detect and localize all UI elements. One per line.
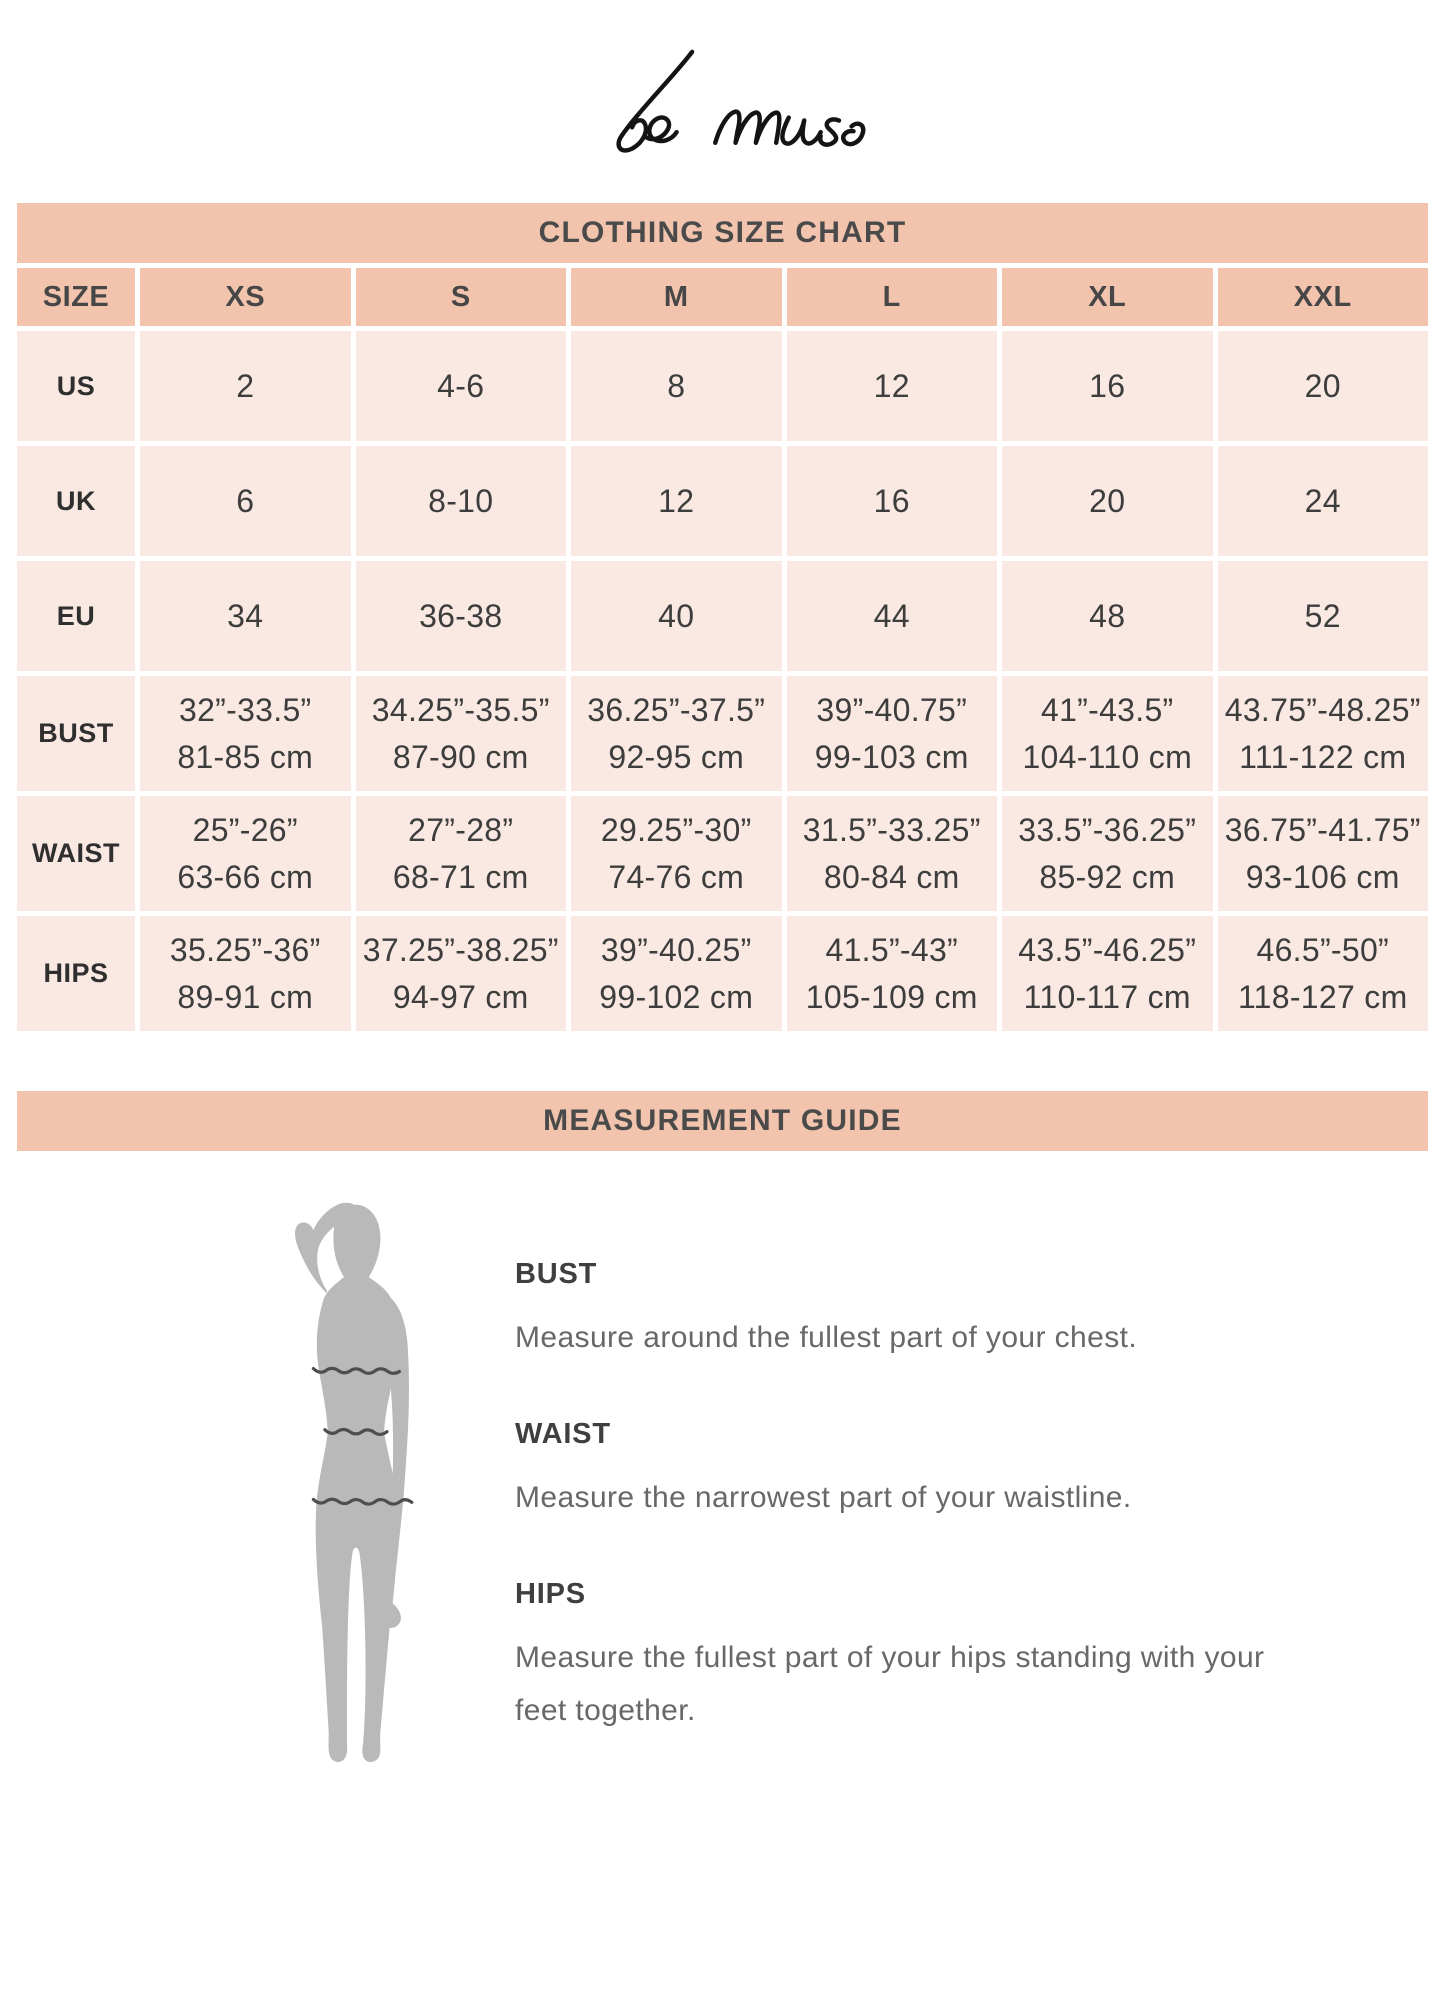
guide-label: HIPS [515,1578,586,1610]
inches-value: 43.75”-48.25” [1224,691,1421,728]
column-header: XL [1002,268,1213,326]
cm-value: 110-117 cm [1023,978,1191,1015]
table-cell: 4-6 [356,331,567,441]
table-cell: 6 [140,446,351,556]
table-cell [140,676,351,791]
table-cell: 8 [571,331,782,441]
table-cell: 2 [140,331,351,441]
cm-value: 111-122 cm [1239,738,1407,775]
table-cell: 40 [571,561,782,671]
table-cell [787,676,998,791]
inches-value: 43.5”-46.25” [1018,931,1197,968]
measurement-guide-title: MEASUREMENT GUIDE [17,1091,1428,1151]
inches-value: 37.25”-38.25” [362,931,559,968]
inches-value: 31.5”-33.25” [802,811,981,848]
inches-value: 46.5”-50” [1256,931,1390,968]
table-cell [1002,796,1213,911]
guide-item-hips [515,1578,1345,1737]
table-cell [787,796,998,911]
guide-description-line: feet together. [515,1694,696,1727]
table-cell [356,796,567,911]
inches-value: 29.25”-30” [600,811,752,848]
size-chart-section [17,203,1428,1031]
guide-description [515,1631,1345,1737]
column-header: XS [140,268,351,326]
table-cell [1218,676,1429,791]
table-cell: 16 [1002,331,1213,441]
cm-value: 74-76 cm [608,858,745,895]
female-silhouette-icon [263,1192,425,1784]
guide-label: WAIST [515,1418,611,1450]
size-chart-table [17,268,1428,1031]
table-cell [1218,916,1429,1031]
table-cell: 12 [571,446,782,556]
table-cell [571,796,782,911]
inches-value: 41.5”-43” [825,931,959,968]
size-chart-title: CLOTHING SIZE CHART [17,203,1428,263]
column-header: L [787,268,998,326]
body-silhouette-figure [263,1192,425,1784]
table-cell: 48 [1002,561,1213,671]
inches-value: 32”-33.5” [178,691,312,728]
table-cell: 16 [787,446,998,556]
table-cell: 8-10 [356,446,567,556]
column-header: SIZE [17,268,135,326]
row-label: WAIST [17,796,135,911]
cm-value: 80-84 cm [823,858,960,895]
cm-value: 104-110 cm [1022,738,1193,775]
inches-value: 39”-40.25” [600,931,752,968]
cm-value: 105-109 cm [805,978,978,1015]
row-label: BUST [17,676,135,791]
inches-value: 36.25”-37.5” [587,691,766,728]
cm-value: 92-95 cm [608,738,745,775]
guide-label: BUST [515,1258,598,1290]
table-cell: 12 [787,331,998,441]
table-cell: 20 [1002,446,1213,556]
inches-value: 35.25”-36” [169,931,321,968]
cm-value: 99-103 cm [814,738,969,775]
row-label: UK [17,446,135,556]
column-header: S [356,268,567,326]
le-muse-script-logo-icon [578,42,868,172]
cm-value: 93-106 cm [1245,858,1400,895]
table-cell [1002,676,1213,791]
measurement-guide-text [515,1258,1345,1791]
column-header: M [571,268,782,326]
table-cell [787,916,998,1031]
guide-description-line: Measure the fullest part of your hips standing with your [515,1641,1265,1674]
guide-description: Measure the narrowest part of your waistline. [515,1481,1132,1514]
inches-value: 25”-26” [192,811,298,848]
guide-description: Measure around the fullest part of your chest. [515,1321,1138,1354]
inches-value: 27”-28” [408,811,514,848]
inches-value: 41”-43.5” [1040,691,1174,728]
cm-value: 89-91 cm [177,978,314,1015]
table-cell [140,796,351,911]
table-cell [571,676,782,791]
row-label: US [17,331,135,441]
brand-logo [0,42,1445,172]
table-cell [1218,796,1429,911]
column-header: XXL [1218,268,1429,326]
inches-value: 39”-40.75” [816,691,968,728]
inches-value: 34.25”-35.5” [371,691,550,728]
cm-value: 81-85 cm [177,738,314,775]
table-cell [356,676,567,791]
guide-item-bust [515,1258,1345,1364]
guide-item-waist [515,1418,1345,1524]
table-cell: 34 [140,561,351,671]
row-label: EU [17,561,135,671]
table-cell [140,916,351,1031]
cm-value: 68-71 cm [392,858,529,895]
cm-value: 85-92 cm [1039,858,1176,895]
row-label: HIPS [17,916,135,1031]
table-cell: 20 [1218,331,1429,441]
inches-value: 33.5”-36.25” [1018,811,1197,848]
table-cell: 24 [1218,446,1429,556]
table-cell [356,916,567,1031]
cm-value: 87-90 cm [392,738,529,775]
cm-value: 99-102 cm [599,978,754,1015]
table-cell: 52 [1218,561,1429,671]
table-cell [1002,916,1213,1031]
cm-value: 94-97 cm [392,978,529,1015]
cm-value: 118-127 cm [1237,978,1408,1015]
table-cell [571,916,782,1031]
table-cell: 36-38 [356,561,567,671]
inches-value: 36.75”-41.75” [1224,811,1421,848]
cm-value: 63-66 cm [177,858,314,895]
table-cell: 44 [787,561,998,671]
